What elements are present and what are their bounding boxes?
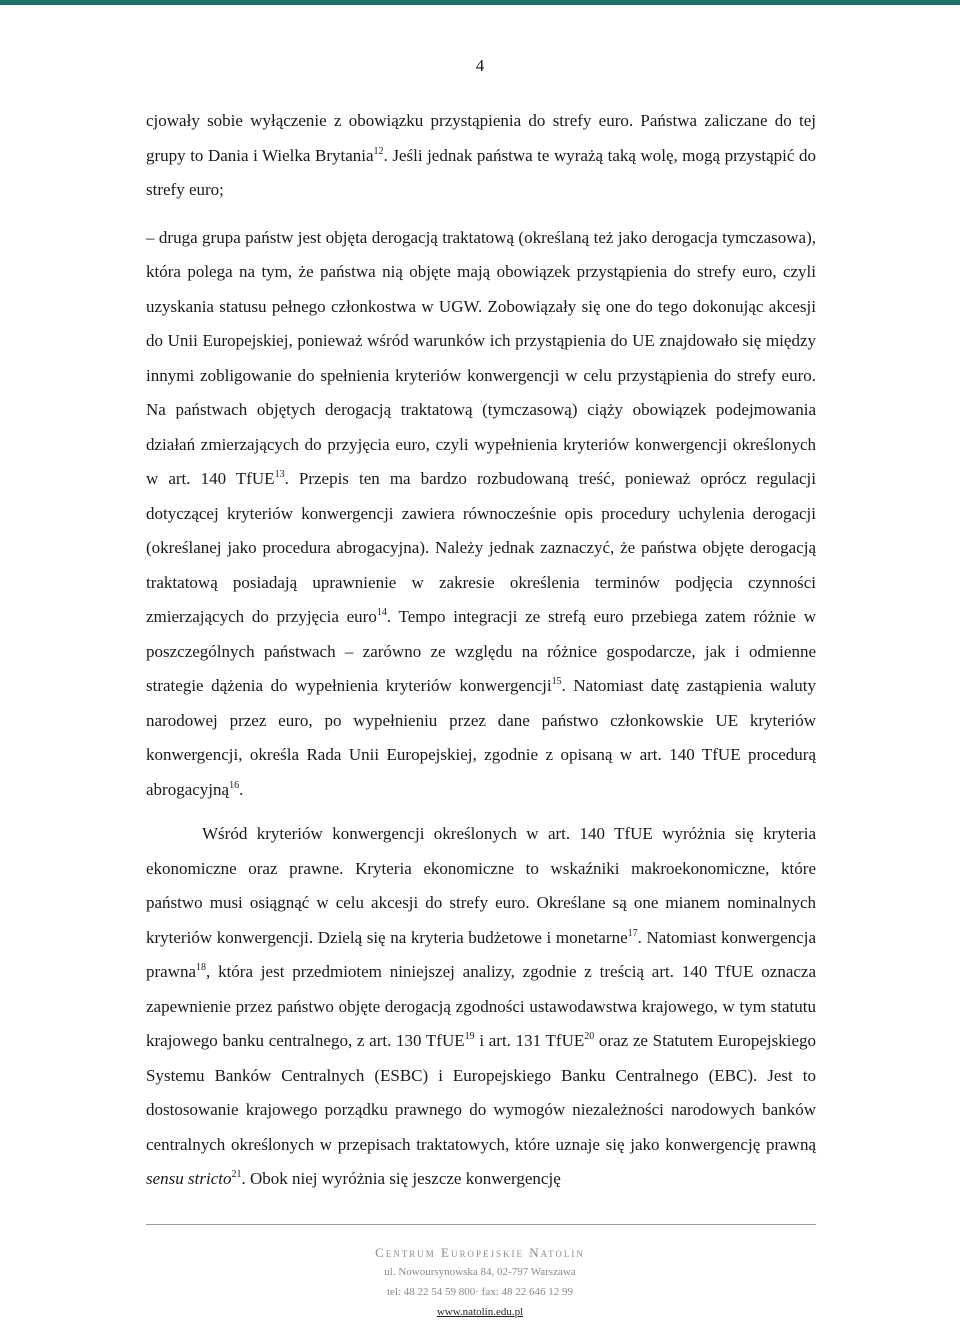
footnote-ref: 17 (627, 927, 638, 939)
footer-address: ul. Nowoursynowska 84, 02-797 Warszawa (384, 1266, 576, 1278)
footer-contact: tel: 48 22 54 59 800· fax: 48 22 646 12 99 (386, 1286, 574, 1298)
paragraph: – druga grupa państw jest objęta derogacją traktatową (określaną też jako derogacja tymczasowa), która polega na tym, że państwa nią objęte mają obowiązek przystąpienia do strefy euro, czyli uzyskania statusu pełnego członkostwa w UGW. Zobowiązały się one do tego dokonując akcesji do Unii Europejskiej, ponieważ wśród warunków ich przystąpienia do UE znajdowało się między innymi zobligowanie do spełnienia kryteriów konwergencji w celu przystąpienia do strefy euro. Na państwach objętych derogacją traktatową (tymczasową) ciąży obowiązek podejmowania działań zmierzających do przyjęcia euro, czyli wypełnienia kryteriów konwergencji określonych w art. 140 TfUE$^{13}$. Przepis ten ma bardzo rozbudowaną treść, ponieważ oprócz regulacji dotyczącej kryteriów konwergencji zawiera równocześnie opis procedury uchylenia derogacji (określanej jako procedura abrogacyjna). Należy jednak zaznaczyć, że państwa objęte derogacją traktatową posiadają uprawnienie w zakresie określenia terminów podjęcia czynności zmierzających do przyjęcia euro$^{14}$. Tempo integracji ze strefą euro przebiega zatem różnie w poszczególnych państwach – zarówno ze względu na różnice gospodarcze, jak i odmienne strategie dążenia do wypełnienia kryteriów konwergencji$^{15}$. Natomiast datę zastąpienia waluty narodowej przez euro, po wypełnieniu przez dane państwo członkowskie UE kryteriów konwergencji, określa Rada Unii Europejskiej, zgodnie z opisaną w art. 140 TfUE procedurą abrogacyjną$^{16}$. (146, 227, 817, 799)
footnote-ref: 21 (231, 1169, 242, 1180)
footer (280, 1244, 680, 1322)
footnote-ref: 15 (551, 676, 562, 687)
footnote-ref: 13 (274, 469, 285, 480)
page-number: 4 (475, 56, 485, 75)
footer-organization: Centrum Europejskie Natolin (375, 1245, 585, 1260)
footnote-ref: 12 (373, 145, 384, 157)
footnote-ref: 19 (464, 1031, 475, 1042)
body-text (146, 104, 816, 1197)
footer-website-link[interactable]: www.natolin.edu.pl (436, 1306, 524, 1318)
footnote-ref: 20 (584, 1031, 595, 1042)
footnote-ref: 18 (196, 962, 207, 973)
paragraph: Wśród kryteriów konwergencji określonych w art. 140 TfUE wyróżnia się kryteria ekonomiczne oraz prawne. Kryteria ekonomiczne to wskaźniki makroekonomiczne, które państwo musi osiągnąć w celu akcesji do strefy euro. Określane są one mianem nominalnych kryteriów konwergencji. Dzielą się na kryteria budżetowe i monetarne$^{17}$. Natomiast konwergencja prawna$^{18}$, która jest przedmiotem niniejszej analizy, zgodnie z treścią art. 140 TfUE oznacza zapewnienie przez państwo objęte derogacją zgodności ustawodawstwa krajowego, w tym statutu krajowego banku centralnego, z art. 130 TfUE$^{19}$ i art. 131 TfUE$^{20}$ oraz ze Statutem Europejskiego Systemu Banków Centralnych (ESBC) i Europejskiego Banku Centralnego (EBC). Jest to dostosowanie krajowego porządku prawnego do wymogów niezależności narodowych banków centralnych określonych w przepisach traktatowych, które uznaje się jako konwergencję prawną sensu stricto$^{21}$. Obok niej wyróżnia się jeszcze konwergencję (146, 824, 816, 1188)
footnote-ref: 14 (376, 607, 387, 618)
italic-text: sensu stricto (146, 1169, 232, 1188)
footnote-ref: 16 (229, 779, 240, 791)
footer-divider (146, 1224, 816, 1225)
paragraph: cjowały sobie wyłączenie z obowiązku przystąpienia do strefy euro. Państwa zaliczane do tej grupy to Dania i Wielka Brytania$^{12}$. Jeśli jednak państwa te wyrażą taką wolę, mogą przystąpić do strefy euro; (146, 111, 816, 199)
top-accent-bar (0, 0, 960, 5)
